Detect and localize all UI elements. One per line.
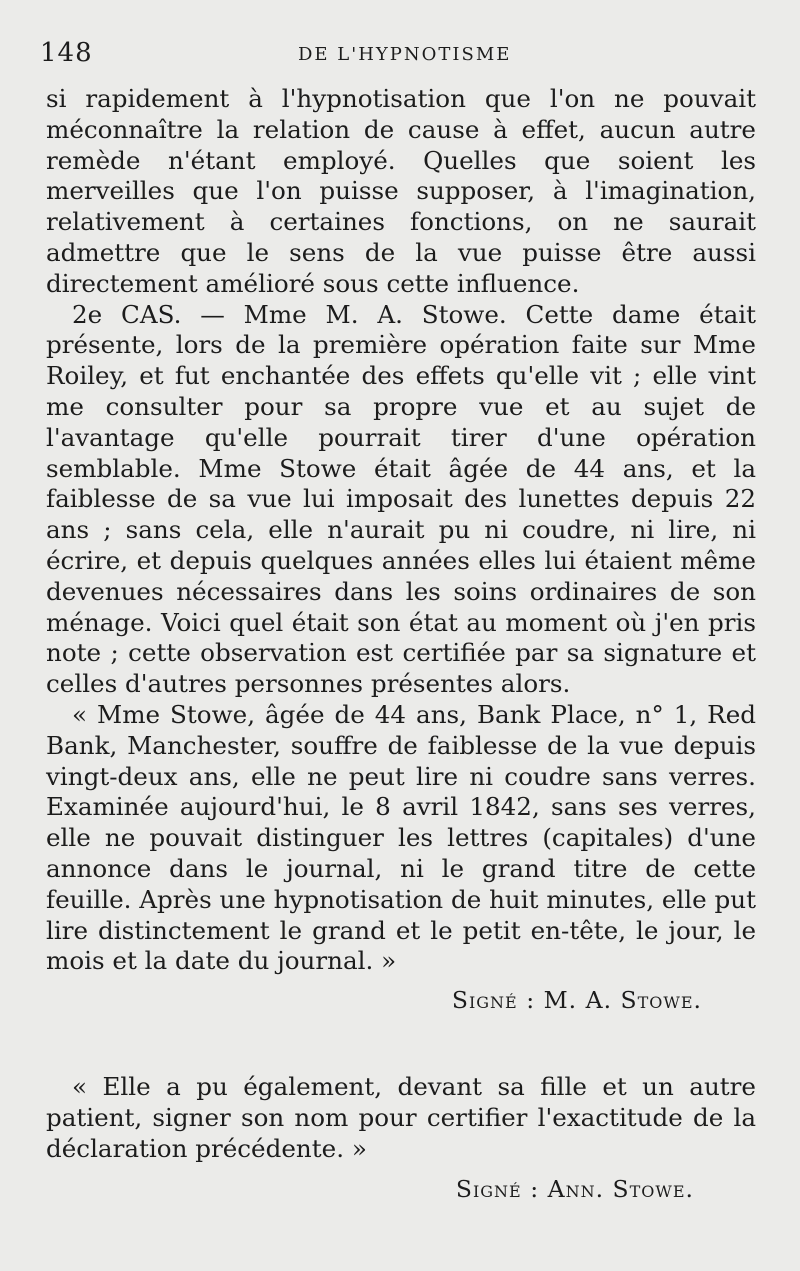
paragraph-1: si rapidement à l'hypnotisation que l'on ne pouvait méconnaître la relation de cause à effet, aucun autre remède n'étant employé. Quelles que soient les merveilles que l'on puisse supposer, à l'imagination, relativement à certaines fonctions, on ne saurait admettre que le sens de la vue puisse être aussi directement amélioré sous cette influence.: [46, 84, 756, 298]
page-number: 148: [40, 38, 93, 68]
signature-2: Signé : Ann. Stowe.: [455, 1175, 694, 1204]
paragraph-3-quote: « Mme Stowe, âgée de 44 ans, Bank Place, n° 1, Red Bank, Manchester, souffre de faiblesse de la vue depuis vingt-deux ans, elle ne peut lire ni coudre sans verres. Examinée aujourd'hui, le 8 avril 1842, sans ses verres, elle ne pouvait distinguer les lettres (capitales) d'une annonce dans le journal, ni le grand titre de cette feuille. Après une hypnotisation de huit minutes, elle put lire distinctement le grand et le petit en-tête, le jour, le mois et la date du journal. »: [46, 699, 757, 976]
paragraph-4-quote: « Elle a pu également, devant sa fille et un autre patient, signer son nom pour certifier l'exactitude de la déclaration précédente. »: [46, 1071, 756, 1163]
body-text: [46, 84, 756, 1205]
page-header: [40, 38, 750, 72]
signature-1: Signé : M. A. Stowe.: [451, 986, 702, 1015]
running-head: DE L'HYPNOTISME: [298, 44, 512, 65]
paragraph-2: 2e CAS. — Mme M. A. Stowe. Cette dame était présente, lors de la première opération faite sur Mme Roiley, et fut enchantée des effets qu'elle vit ; elle vint me consulter pour sa propre vue et au sujet de l'avantage qu'elle pourrait tirer d'une opération semblable. Mme Stowe était âgée de 44 ans, et la faiblesse de sa vue lui imposait des lunettes depuis 22 ans ; sans cela, elle n'aurait pu ni coudre, ni lire, ni écrire, et depuis quelques années elles lui étaient même devenues nécessaires dans les soins ordinaires de son ménage. Voici quel était son état au moment où j'en pris note ; cette observation est certifiée par sa signature et celles d'autres personnes présentes alors.: [46, 299, 756, 699]
